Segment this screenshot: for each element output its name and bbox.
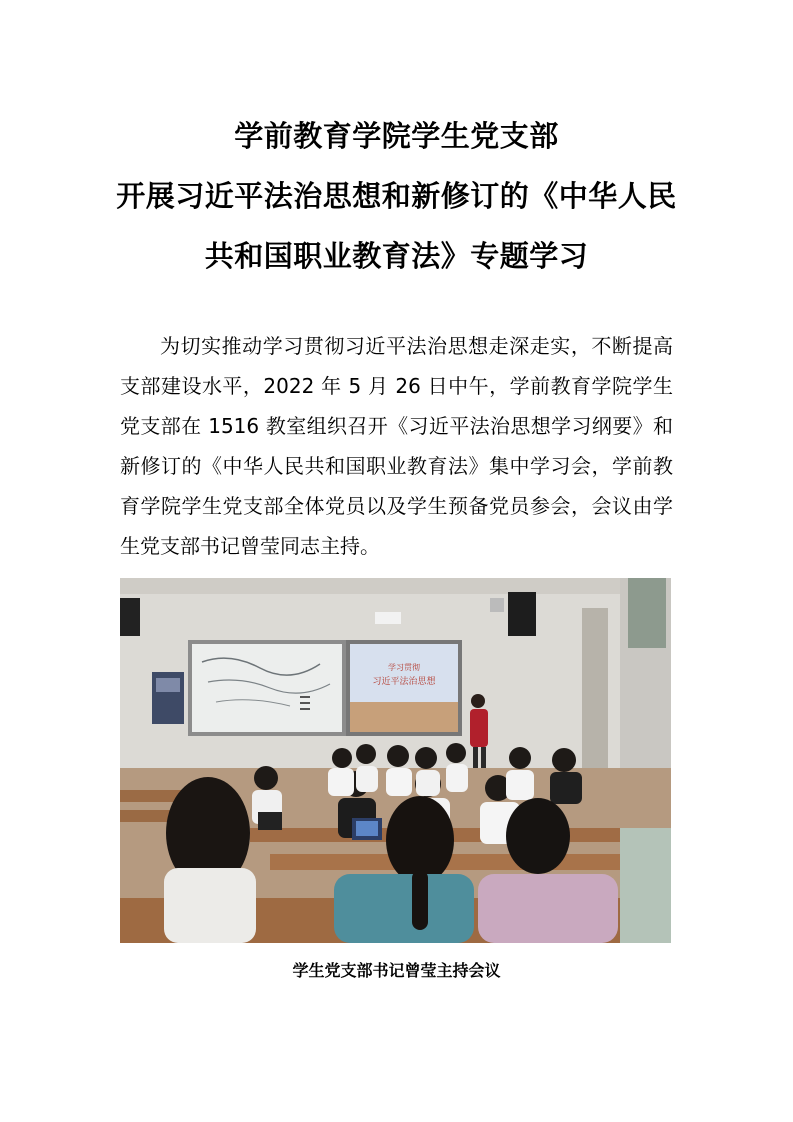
- title-line-1: 学前教育学院学生党支部: [234, 119, 559, 153]
- slide-title-line-2: 习近平法治思想: [372, 677, 436, 687]
- speaker-right: [508, 592, 536, 636]
- speaker-left: [120, 598, 140, 636]
- classroom-illustration: [120, 578, 671, 943]
- student-front-right: [506, 798, 570, 874]
- slide-title-line-1: 学习贯彻: [388, 663, 420, 672]
- title-line-3: 共和国职业教育法》专题学习: [204, 239, 589, 273]
- meeting-photo: [120, 578, 671, 943]
- presenter: [470, 709, 488, 747]
- laptop: [258, 812, 282, 830]
- desk-row: [270, 854, 670, 870]
- body-paragraph: 为切实推动学习贯彻习近平法治思想走深走实，不断提高支部建设水平，2022 年 5 月 26 日中午，学前教育学院学生党支部在 1516 教室组织召开《习近平法治思想学习纲要》和新修订的《中华人民共和国职业教育法》集中学习会，学前教育学院学生党支部全体党员以及学生预备党员参会，会议由学生党支部书记曾莹同志主持。: [120, 334, 673, 558]
- whiteboard: [192, 644, 342, 732]
- article-body: [120, 326, 673, 566]
- photo-caption: 学生党支部书记曾莹主持会议: [292, 961, 501, 980]
- title-line-2: 开展习近平法治思想和新修订的《中华人民: [116, 179, 677, 213]
- article-title: [110, 106, 683, 286]
